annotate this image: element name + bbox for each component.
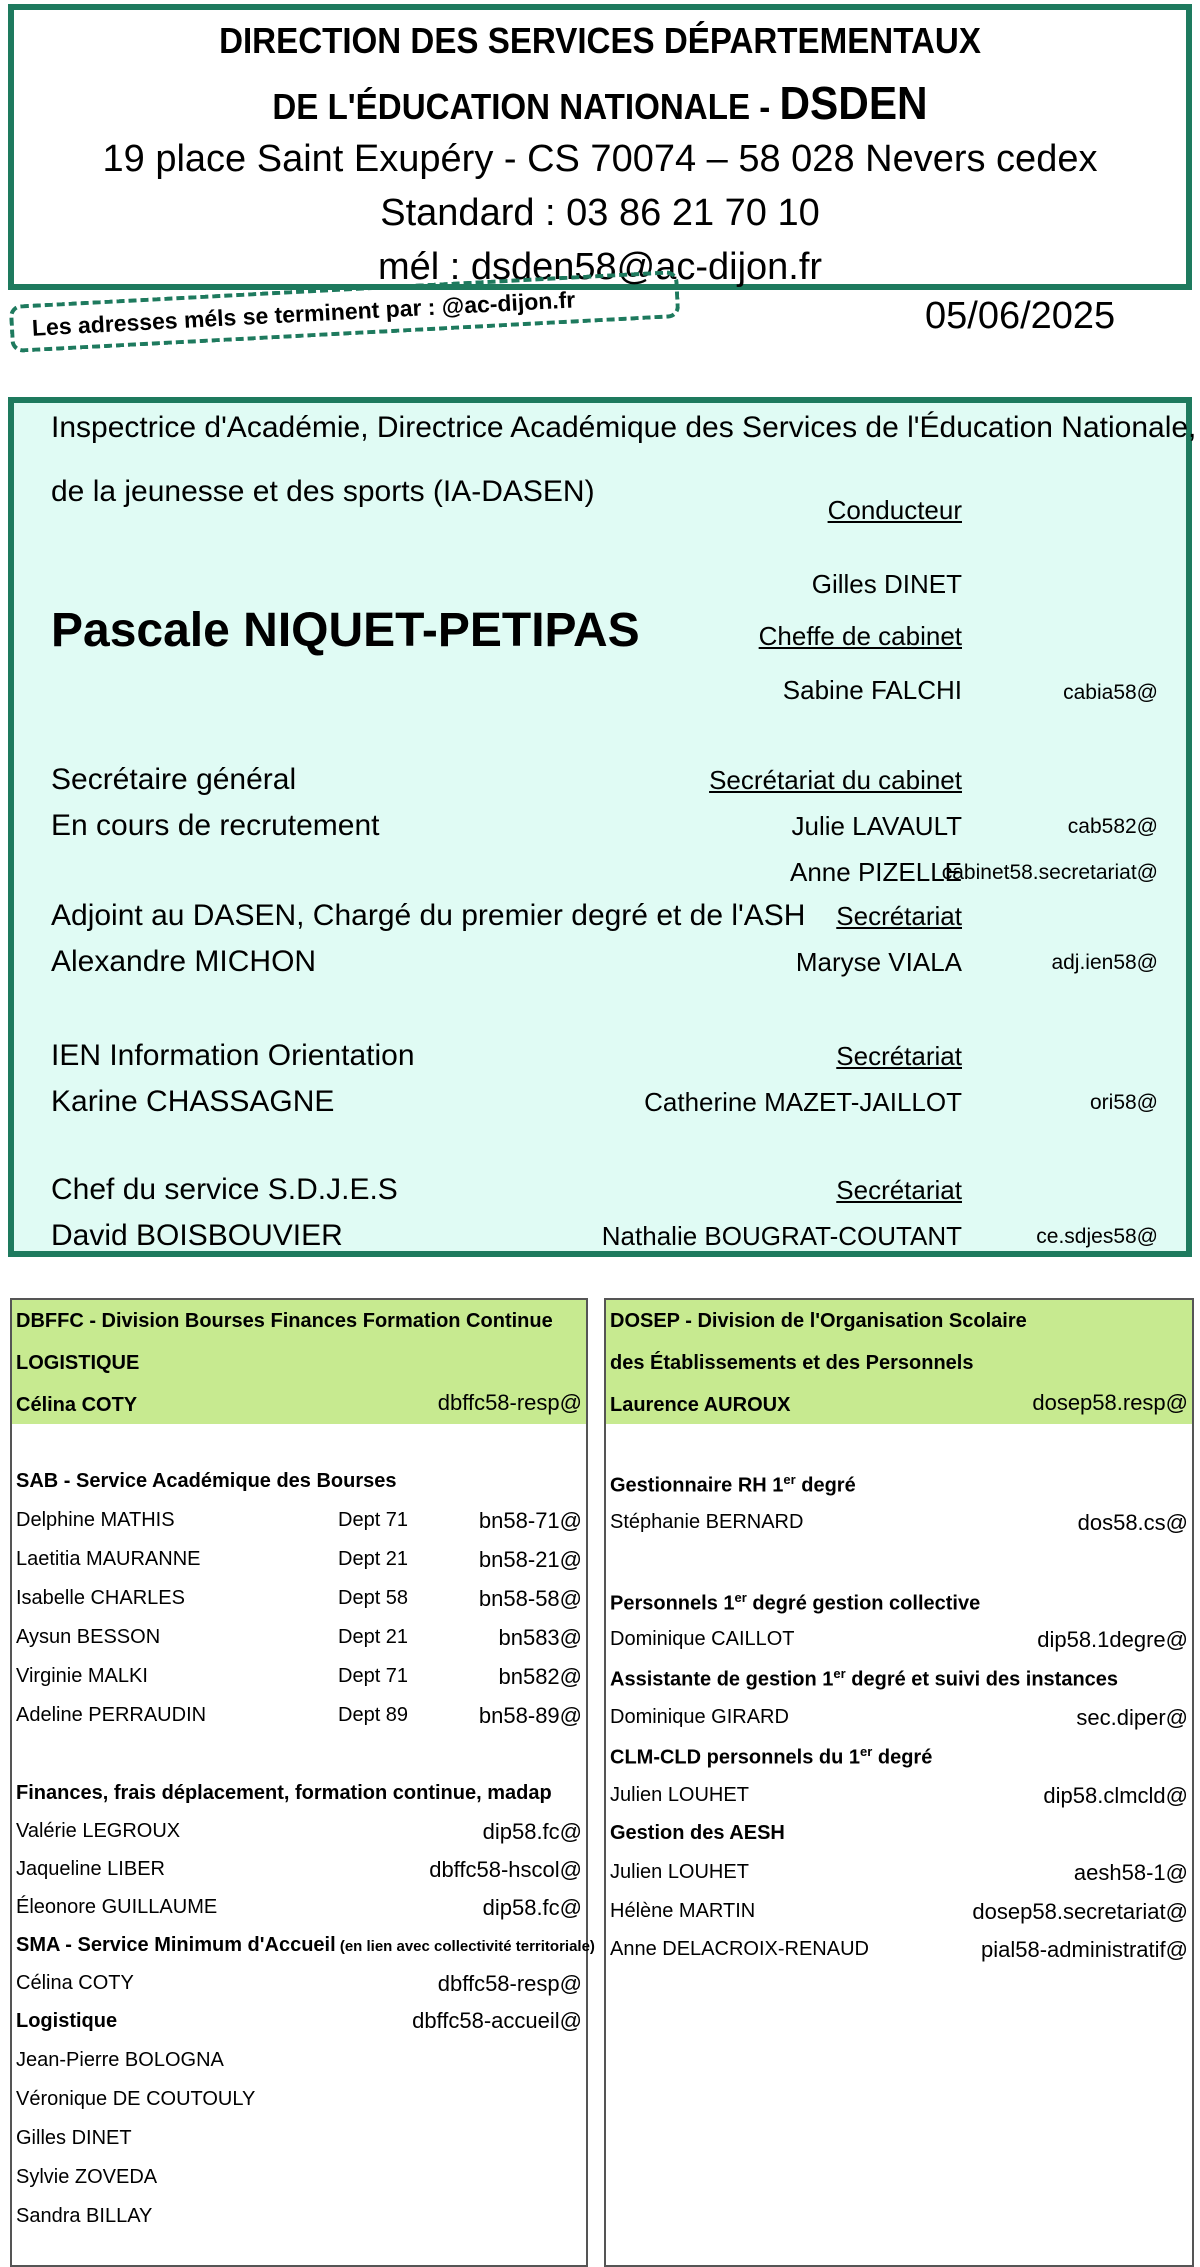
adjoint-sec-name: Maryse VIALA: [795, 947, 962, 977]
sec-cabinet-label: Secrétariat du cabinet: [709, 765, 962, 795]
ien-sec-name: Catherine MAZET-JAILLOT: [644, 1087, 962, 1117]
aesh-row-name: Julien LOUHET: [610, 1861, 749, 1883]
header-address: 19 place Saint Exupéry - CS 70074 – 58 028 Nevers cedex: [102, 138, 1098, 180]
collective-title: [610, 1590, 980, 1616]
aesh-row-mail: aesh58-1@: [1073, 1860, 1188, 1885]
sec-cabinet-1-name: Julie LAVAULT: [791, 811, 962, 841]
collective-title-b: degré gestion collective: [746, 1592, 981, 1615]
sab-title: SAB - Service Académique des Bourses: [16, 1470, 397, 1492]
ien-sec-label: Secrétariat: [836, 1041, 962, 1071]
finances-row-mail: dip58.fc@: [482, 1819, 582, 1844]
sab-row-name: Isabelle CHARLES: [16, 1587, 185, 1609]
sdjes-sec-mail: ce.sdjes58@: [1036, 1225, 1158, 1248]
rh-title: [610, 1472, 856, 1498]
header-acronym: DSDEN: [779, 77, 928, 129]
sec-cabinet-2-mail: cabinet58.secretariat@: [941, 861, 1158, 884]
logistique-person: Gilles DINET: [16, 2127, 132, 2149]
clm-title-a: CLM-CLD personnels du 1: [610, 1746, 861, 1769]
finances-row-mail: dbffc58-hscol@: [429, 1857, 582, 1882]
sab-row-name: Aysun BESSON: [16, 1626, 161, 1648]
finances-title: Finances, frais déplacement, formation continue, madap: [16, 1782, 552, 1804]
dosep-code: DOSEP: [610, 1310, 680, 1332]
dbffc-title-rest: - Division Bourses Finances Formation Continue: [83, 1310, 553, 1332]
sdjes-title: Chef du service S.D.J.E.S: [51, 1173, 398, 1206]
ien-name: Karine CHASSAGNE: [51, 1085, 335, 1118]
logistique-person: Sylvie ZOVEDA: [16, 2166, 158, 2188]
chef-cabinet-label: Cheffe de cabinet: [758, 621, 962, 651]
sec-cabinet-1-mail: cab582@: [1067, 815, 1158, 838]
email-suffix-note: Les adresses méls se terminent par : @ac-dijon.fr: [9, 270, 681, 353]
sg-title: Secrétaire général: [51, 763, 297, 796]
sab-row-dept: Dept 21: [338, 1548, 409, 1570]
sab-row-mail: bn58-71@: [478, 1508, 582, 1533]
finances-row-name: Valérie LEGROUX: [16, 1820, 181, 1842]
finances-row-name: Éleonore GUILLAUME: [16, 1896, 218, 1918]
dosep-head-name: Laurence AUROUX: [610, 1394, 791, 1416]
dbffc-code: DBFFC: [16, 1310, 84, 1332]
dbffc-subtitle: LOGISTIQUE: [16, 1352, 140, 1374]
adjoint-name: Alexandre MICHON: [51, 945, 317, 978]
sab-row-mail: bn583@: [498, 1625, 582, 1650]
sab-row-mail: bn582@: [498, 1664, 582, 1689]
dosep-title-rest: - Division de l'Organisation Scolaire: [679, 1310, 1027, 1332]
logistique-person: Sandra BILLAY: [16, 2205, 153, 2227]
assistante-title-b: degré et suivi des instances: [845, 1668, 1119, 1691]
ia-title-2: de la jeunesse et des sports (IA-DASEN): [51, 475, 595, 508]
clm-title-sup: er: [860, 1744, 873, 1759]
sab-row-name: Adeline PERRAUDIN: [16, 1704, 207, 1726]
sab-row-name: Delphine MATHIS: [16, 1509, 175, 1531]
adjoint-title: Adjoint au DASEN, Chargé du premier degré et de l'ASH: [51, 899, 806, 932]
sab-row-dept: Dept 71: [338, 1665, 409, 1687]
ia-name: Pascale NIQUET-PETIPAS: [51, 604, 640, 657]
sab-row-name: Laetitia MAURANNE: [16, 1548, 201, 1570]
rh-title-a: Gestionnaire RH 1: [610, 1474, 784, 1497]
logistique-person: Véronique DE COUTOULY: [16, 2088, 256, 2110]
assistante-title: [610, 1666, 1118, 1692]
aesh-row-mail: pial58-administratif@: [981, 1937, 1188, 1962]
chef-cabinet-mail: cabia58@: [1063, 681, 1158, 704]
ien-sec-mail: ori58@: [1089, 1091, 1158, 1114]
assistante-title-sup: er: [833, 1666, 846, 1681]
finances-row-name: Jaqueline LIBER: [16, 1858, 165, 1880]
sec-cabinet-2-name: Anne PIZELLE: [790, 857, 962, 887]
sab-row-dept: Dept 89: [338, 1704, 409, 1726]
aesh-title: Gestion des AESH: [610, 1822, 785, 1844]
ia-title-1: Inspectrice d'Académie, Directrice Académique des Services de l'Éducation Nationale,: [51, 411, 1197, 444]
logistique-mail: dbffc58-accueil@: [412, 2008, 582, 2033]
finances-row-mail: dip58.fc@: [482, 1895, 582, 1920]
clm-title-b: degré: [872, 1746, 933, 1769]
sg-name: En cours de recrutement: [51, 809, 380, 842]
header-title-line2: [61, 76, 1139, 130]
header-email: mél : dsden58@ac-dijon.fr: [377, 246, 823, 288]
adjoint-sec-mail: adj.ien58@: [1051, 951, 1158, 974]
clm-mail: dip58.clmcld@: [1043, 1783, 1188, 1808]
sab-row-dept: Dept 71: [338, 1509, 409, 1531]
sma-title-main: SMA - Service Minimum d'Accueil: [16, 1934, 336, 1956]
dosep-subtitle: des Établissements et des Personnels: [610, 1352, 974, 1374]
dbffc-head-mail: dbffc58-resp@: [437, 1390, 582, 1415]
sdjes-sec-name: Nathalie BOUGRAT-COUTANT: [601, 1221, 962, 1251]
sab-row-mail: bn58-58@: [478, 1586, 582, 1611]
sab-row-mail: bn58-89@: [478, 1703, 582, 1728]
aesh-row-name: Hélène MARTIN: [610, 1900, 756, 1922]
ien-title: IEN Information Orientation: [51, 1039, 415, 1072]
cabinet-box: [8, 397, 1197, 1257]
header-title-prefix: DE L'ÉDUCATION NATIONALE -: [272, 86, 780, 127]
dbffc-title: [16, 1310, 553, 1333]
rh-title-sup: er: [783, 1472, 796, 1487]
collective-name: Dominique CAILLOT: [610, 1628, 795, 1650]
header-title-line1: DIRECTION DES SERVICES DÉPARTEMENTAUX: [219, 20, 981, 61]
clm-name: Julien LOUHET: [610, 1784, 749, 1806]
collective-mail: dip58.1degre@: [1037, 1627, 1188, 1652]
clm-title: [610, 1744, 932, 1770]
chef-cabinet-name: Sabine FALCHI: [782, 675, 962, 705]
sab-row-mail: bn58-21@: [478, 1547, 582, 1572]
logistique-title: Logistique: [16, 2010, 118, 2032]
dbffc-head-name: Célina COTY: [16, 1394, 138, 1416]
aesh-row-name: Anne DELACROIX-RENAUD: [610, 1938, 869, 1960]
sab-row-name: Virginie MALKI: [16, 1665, 148, 1687]
assistante-mail: sec.diper@: [1076, 1705, 1188, 1730]
sdjes-name: David BOISBOUVIER: [51, 1219, 343, 1252]
dosep-box: [604, 1298, 1194, 2267]
collective-title-a: Personnels 1: [610, 1592, 735, 1615]
sab-row-dept: Dept 21: [338, 1626, 409, 1648]
rh-title-b: degré: [795, 1474, 856, 1497]
adjoint-sec-label: Secrétariat: [836, 901, 962, 931]
conducteur-label: Conducteur: [827, 495, 962, 525]
sma-title-note: (en lien avec collectivité territoriale): [335, 1938, 595, 1955]
dosep-head-mail: dosep58.resp@: [1032, 1390, 1188, 1415]
dosep-title: [610, 1310, 1027, 1333]
rh-name: Stéphanie BERNARD: [610, 1511, 804, 1533]
sma-title: [16, 1934, 595, 1957]
aesh-row-mail: dosep58.secretariat@: [972, 1899, 1188, 1924]
header-box: [8, 4, 1192, 290]
sab-row-dept: Dept 58: [338, 1587, 409, 1609]
conducteur-name: Gilles DINET: [811, 569, 962, 599]
sma-mail: dbffc58-resp@: [437, 1971, 582, 1996]
dbffc-box: [10, 1298, 595, 2267]
sma-name: Célina COTY: [16, 1972, 134, 1994]
document-date: 05/06/2025: [925, 295, 1116, 337]
logistique-person: Jean-Pierre BOLOGNA: [16, 2049, 224, 2071]
rh-mail: dos58.cs@: [1077, 1510, 1188, 1535]
header-phone: Standard : 03 86 21 70 10: [380, 192, 820, 234]
collective-title-sup: er: [734, 1590, 747, 1605]
sdjes-sec-label: Secrétariat: [836, 1175, 962, 1205]
assistante-name: Dominique GIRARD: [610, 1706, 789, 1728]
assistante-title-a: Assistante de gestion 1: [610, 1668, 834, 1691]
